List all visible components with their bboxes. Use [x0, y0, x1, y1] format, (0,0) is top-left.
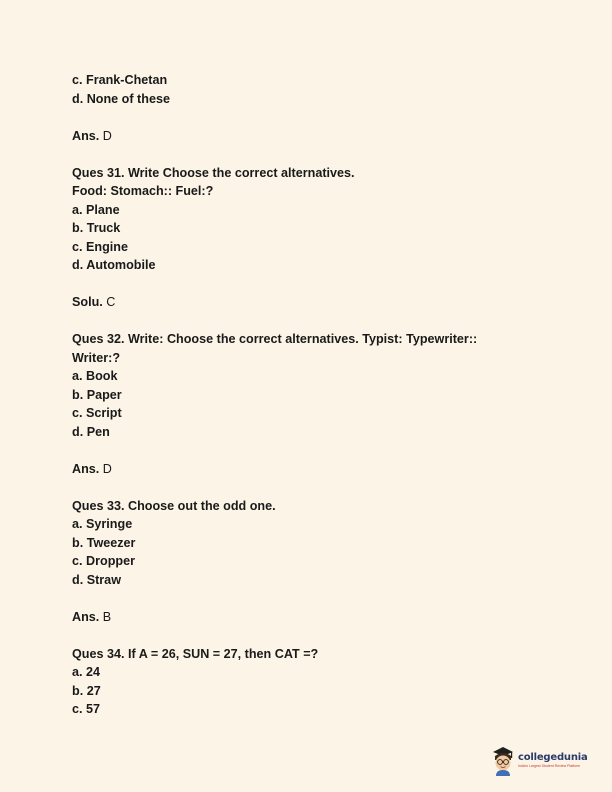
blank-line — [72, 589, 572, 608]
blank-line — [72, 145, 572, 164]
option-line: c. Engine — [72, 239, 128, 254]
logo-tagline: India's Largest Student Review Platform — [518, 764, 581, 769]
student-mascot-icon — [490, 746, 516, 776]
text-line: Ques 32. Write: Choose the correct alternatives. Typist: Typewriter:: — [72, 332, 478, 346]
text-line: Ques 34. If A = 26, SUN = 27, then CAT =? — [72, 646, 319, 661]
question-list — [72, 71, 572, 719]
option-line: d. None of these — [72, 91, 170, 106]
answer-value: D — [102, 461, 112, 476]
collegedunia-logo — [490, 744, 590, 778]
option-line: a. Plane — [72, 202, 120, 217]
option-line: b. 27 — [72, 683, 101, 698]
answer-value: D — [102, 128, 112, 143]
text-line: Ques 31. Write Choose the correct alternatives. — [72, 165, 355, 180]
blank-line — [72, 108, 572, 127]
option-line: d. Straw — [72, 572, 121, 587]
option-line: d. Automobile — [72, 258, 156, 272]
option-line: b. Paper — [72, 387, 122, 402]
option-line: c. Dropper — [72, 554, 135, 568]
answer-value: C — [106, 295, 116, 309]
answer-label: Solu. — [72, 295, 103, 309]
option-line: b. Tweezer — [72, 535, 136, 550]
option-line: a. Syringe — [72, 517, 133, 531]
answer-value: B — [102, 609, 112, 624]
answer-label: Ans. — [72, 461, 100, 476]
blank-line — [72, 626, 572, 645]
option-line: c. Script — [72, 406, 122, 420]
answer-label: Ans. — [72, 128, 100, 143]
option-line: a. Book — [72, 369, 118, 383]
option-line: Writer:? — [72, 350, 121, 365]
answer-line — [72, 608, 572, 627]
text-line: c. Frank-Chetan — [72, 73, 168, 87]
answer-line — [72, 293, 572, 312]
blank-line — [72, 478, 572, 497]
blank-line — [72, 312, 572, 331]
text-line: Ques 33. Choose out the odd one. — [72, 498, 276, 513]
answer-line — [72, 127, 572, 146]
document-body — [72, 71, 572, 719]
logo-name: collegedunia — [518, 752, 588, 764]
option-line: d. Pen — [72, 424, 110, 439]
option-line: c. 57 — [72, 702, 101, 716]
answer-line — [72, 460, 572, 479]
option-line: b. Truck — [72, 221, 121, 235]
option-line: a. 24 — [72, 665, 101, 679]
option-line: Food: Stomach:: Fuel:? — [72, 184, 214, 198]
answer-label: Ans. — [72, 609, 100, 624]
blank-line — [72, 441, 572, 460]
blank-line — [72, 275, 572, 294]
